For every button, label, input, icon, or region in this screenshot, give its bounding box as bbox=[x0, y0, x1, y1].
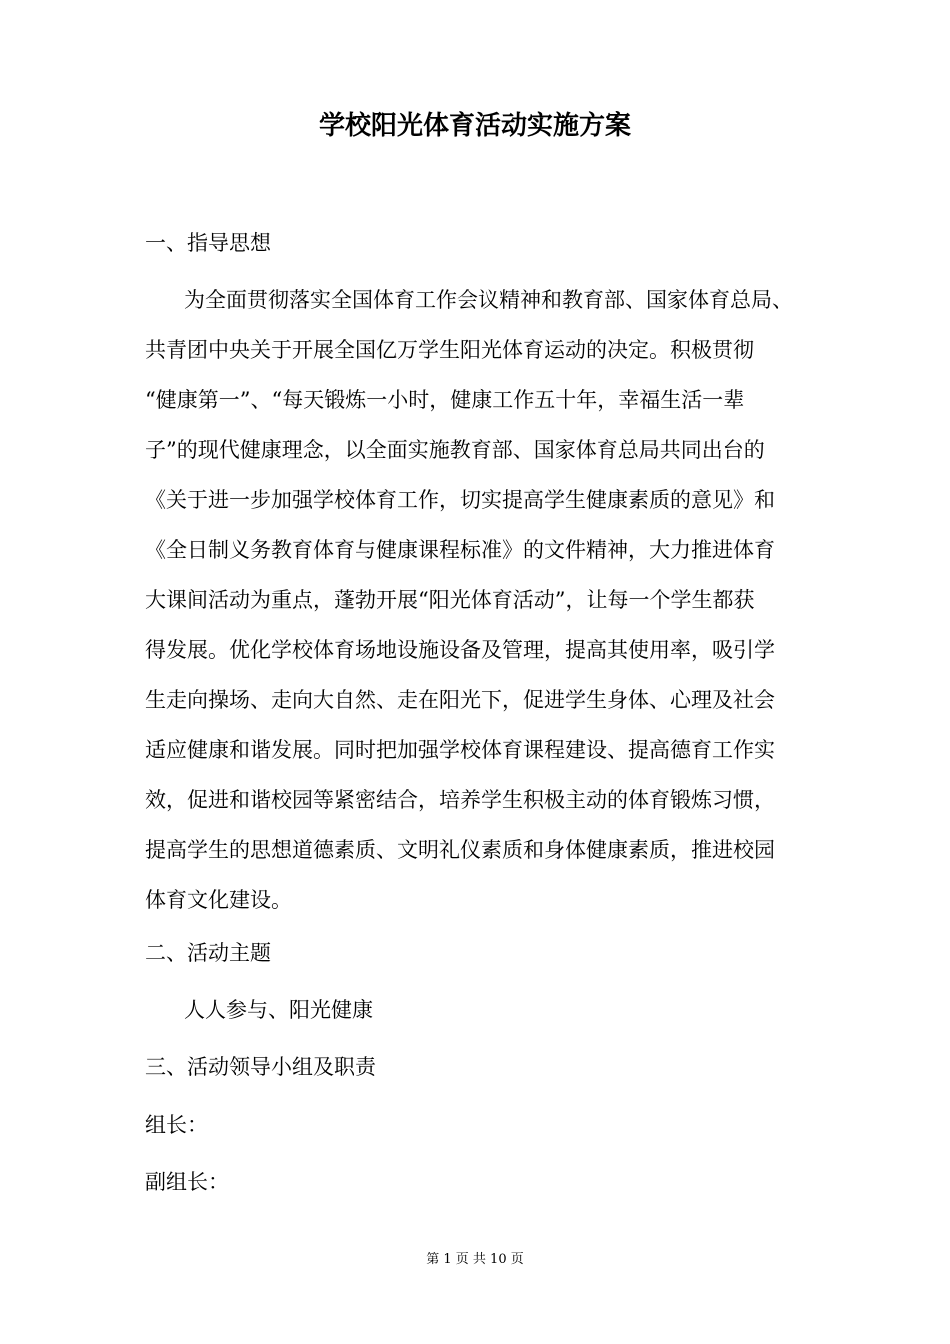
paragraph-line: 子”的现代健康理念，以全面实施教育部、国家体育总局共同出台的 bbox=[145, 438, 765, 462]
activity-theme-text: 人人参与、阳光健康 bbox=[184, 998, 373, 1022]
page-number-footer: 第 1 页 共 10 页 bbox=[426, 1252, 524, 1267]
paragraph-line: 《全日制义务教育体育与健康课程标准》的文件精神，大力推进体育 bbox=[145, 538, 775, 562]
guiding-ideology-paragraph bbox=[145, 285, 825, 935]
paragraph-line: 适应健康和谐发展。同时把加强学校体育课程建设、提高德育工作实 bbox=[145, 738, 775, 762]
document-title: 学校阳光体育活动实施方案 bbox=[318, 111, 631, 141]
paragraph-line: 得发展。优化学校体育场地设施设备及管理，提高其使用率，吸引学 bbox=[145, 638, 775, 662]
deputy-leader-label: 副组长： bbox=[145, 1170, 229, 1194]
paragraph-line: 效，促进和谐校园等紧密结合，培养学生积极主动的体育锻炼习惯， bbox=[145, 788, 775, 812]
section-heading-guiding-ideology: 一、指导思想 bbox=[145, 231, 271, 255]
paragraph-line: 共青团中央关于开展全国亿万学生阳光体育运动的决定。积极贯彻 bbox=[145, 338, 754, 362]
paragraph-line: 为全面贯彻落实全国体育工作会议精神和教育部、国家体育总局、 bbox=[184, 288, 793, 312]
paragraph-line: “健康第一”、“每天锻炼一小时，健康工作五十年，幸福生活一辈 bbox=[145, 388, 745, 412]
group-leader-label: 组长： bbox=[145, 1113, 208, 1137]
paragraph-line: 体育文化建设。 bbox=[145, 888, 292, 912]
section-heading-activity-theme: 二、活动主题 bbox=[145, 941, 271, 965]
paragraph-line: 提高学生的思想道德素质、文明礼仪素质和身体健康素质，推进校园 bbox=[145, 838, 775, 862]
section-heading-leadership-group: 三、活动领导小组及职责 bbox=[145, 1055, 376, 1079]
paragraph-line: 大课间活动为重点，蓬勃开展“阳光体育活动”，让每一个学生都获 bbox=[145, 588, 755, 612]
paragraph-line: 《关于进一步加强学校体育工作，切实提高学生健康素质的意见》和 bbox=[145, 488, 775, 512]
paragraph-line: 生走向操场、走向大自然、走在阳光下，促进学生身体、心理及社会 bbox=[145, 688, 775, 712]
